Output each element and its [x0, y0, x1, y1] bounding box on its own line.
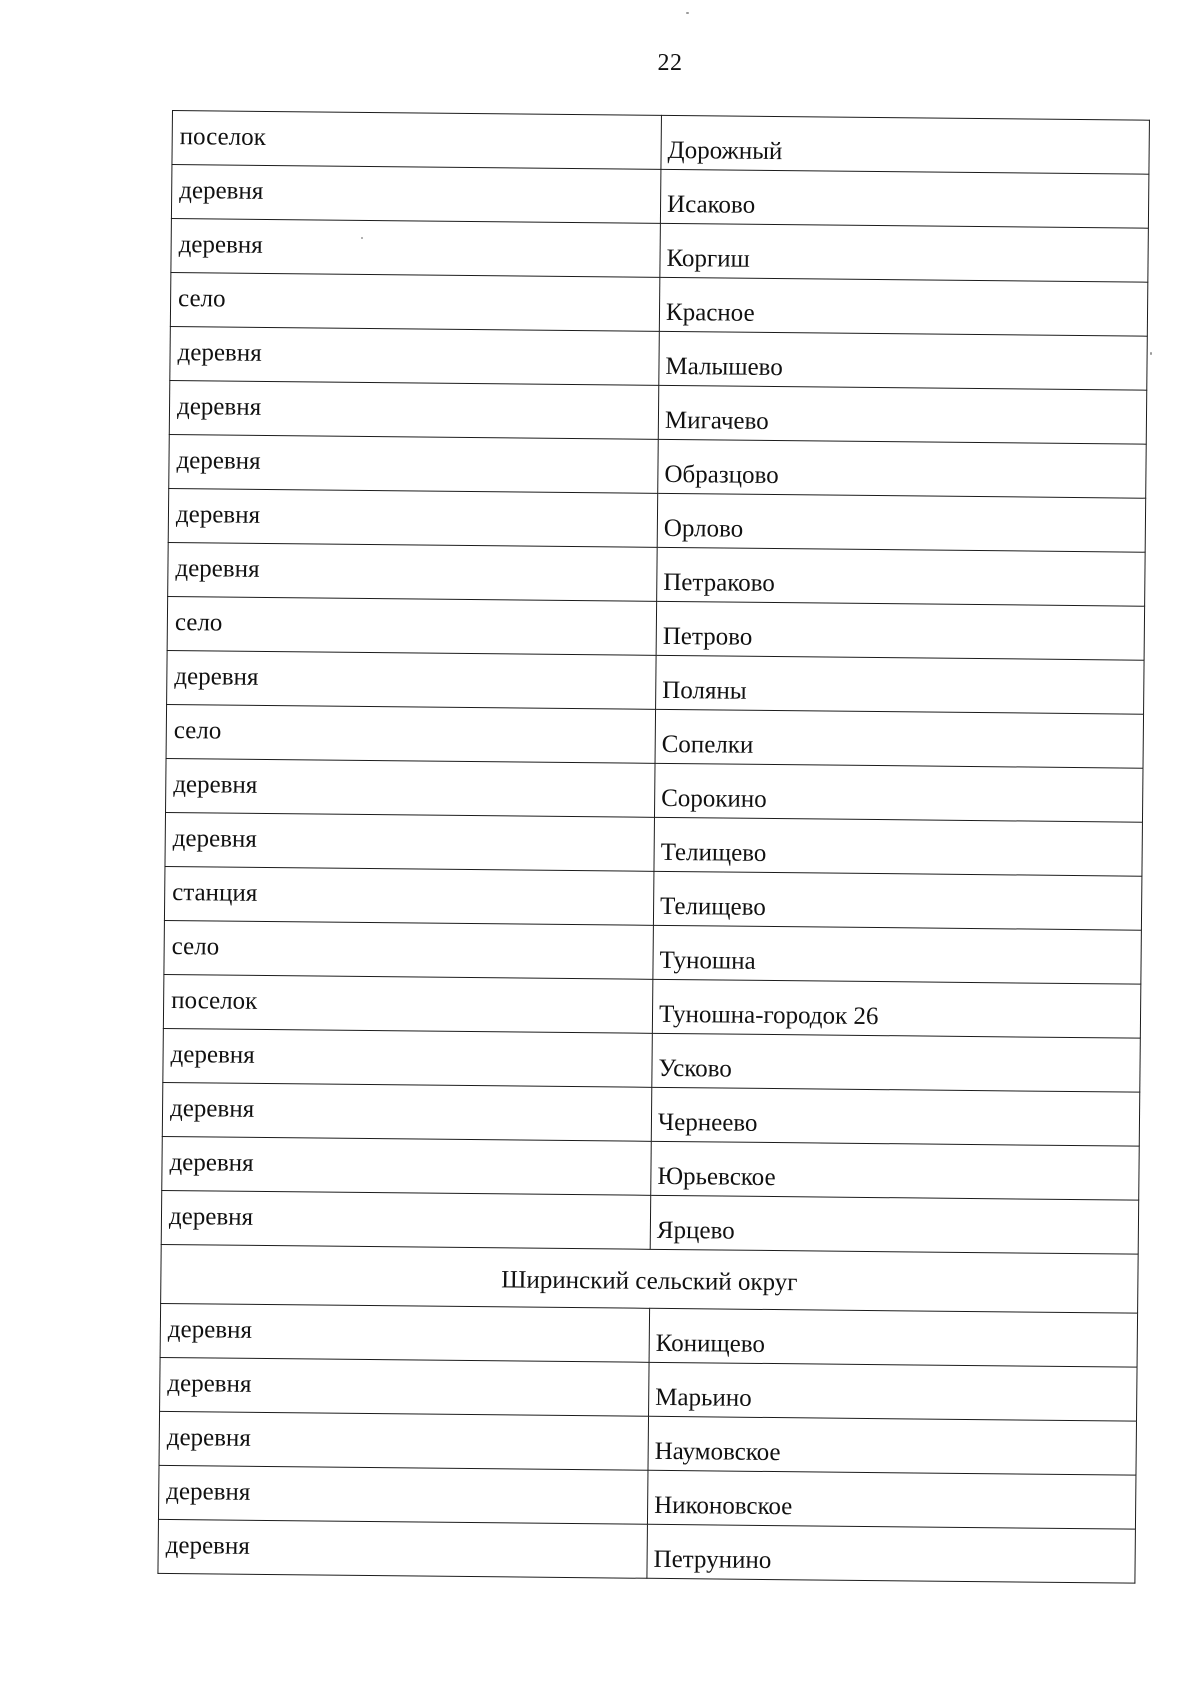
settlement-type-cell: деревня: [171, 165, 661, 224]
settlement-name-cell: Марьино: [649, 1362, 1138, 1421]
table-row: [170, 272, 1147, 336]
settlement-name-cell: Петраково: [657, 547, 1146, 606]
settlement-type-cell: деревня: [158, 1465, 648, 1524]
settlement-type-cell: деревня: [159, 1411, 649, 1470]
settlement-type-cell: село: [167, 596, 657, 655]
table-row: [159, 1411, 1136, 1475]
settlement-type-cell: деревня: [162, 1136, 652, 1195]
table-row: [164, 866, 1141, 930]
settlement-name-cell: Орлово: [657, 493, 1146, 552]
settlement-type-cell: деревня: [169, 434, 659, 493]
table-row: [167, 650, 1144, 714]
settlement-type-cell: станция: [164, 866, 654, 925]
settlement-type-cell: деревня: [167, 650, 657, 709]
table-row: [164, 920, 1141, 984]
table-row: [166, 704, 1143, 768]
settlement-name-cell: Петрово: [656, 601, 1145, 660]
settlement-type-cell: деревня: [168, 488, 658, 547]
scan-speck: [686, 12, 689, 14]
scan-speck: [1150, 352, 1152, 355]
settlement-name-cell: Сопелки: [655, 709, 1144, 768]
table-row: [171, 218, 1148, 282]
settlement-name-cell: Образцово: [658, 439, 1147, 498]
settlement-name-cell: Малышево: [659, 331, 1148, 390]
table-row: [162, 1136, 1139, 1200]
settlement-type-cell: деревня: [162, 1082, 652, 1141]
settlements-table-wrapper: [157, 110, 1150, 1584]
settlements-table: [157, 110, 1150, 1584]
settlement-type-cell: село: [164, 920, 654, 979]
settlement-type-cell: деревня: [160, 1303, 650, 1362]
table-row: [168, 488, 1145, 552]
settlement-name-cell: Наумовское: [648, 1416, 1137, 1475]
settlement-type-cell: деревня: [160, 1357, 650, 1416]
settlement-name-cell: Исаково: [660, 169, 1149, 228]
settlement-type-cell: деревня: [168, 542, 658, 601]
section-title: Ширинский сельский округ: [161, 1244, 1139, 1313]
settlement-type-cell: деревня: [169, 380, 659, 439]
settlement-name-cell: Туношна: [653, 925, 1142, 984]
table-row: [158, 1465, 1135, 1529]
settlement-type-cell: деревня: [165, 812, 655, 871]
table-row: [172, 111, 1149, 175]
table-row: [166, 758, 1143, 822]
settlement-name-cell: Телищево: [654, 817, 1143, 876]
settlement-type-cell: деревня: [166, 758, 656, 817]
settlement-name-cell: Коргиш: [660, 223, 1149, 282]
settlement-name-cell: Чернеево: [651, 1087, 1140, 1146]
table-row: [168, 542, 1145, 606]
section-row: [161, 1244, 1139, 1313]
settlement-name-cell: Юрьевское: [651, 1141, 1140, 1200]
settlement-name-cell: Усково: [652, 1033, 1141, 1092]
settlement-type-cell: поселок: [172, 111, 662, 170]
settlement-type-cell: деревня: [161, 1190, 651, 1249]
settlement-type-cell: деревня: [171, 218, 661, 277]
settlement-type-cell: село: [170, 272, 660, 331]
settlement-name-cell: Красное: [659, 277, 1148, 336]
settlement-name-cell: Ярцево: [650, 1195, 1139, 1254]
settlement-type-cell: деревня: [163, 1028, 653, 1087]
settlement-name-cell: Конищево: [649, 1308, 1138, 1367]
table-row: [165, 812, 1142, 876]
table-row: [158, 1519, 1135, 1583]
settlement-type-cell: деревня: [170, 326, 660, 385]
table-row: [160, 1357, 1137, 1421]
table-row: [169, 434, 1146, 498]
settlement-name-cell: Мигачево: [658, 385, 1147, 444]
table-row: [162, 1082, 1139, 1146]
settlements-table-body: [158, 111, 1150, 1584]
settlement-name-cell: Никоновское: [647, 1470, 1136, 1529]
settlement-name-cell: Дорожный: [661, 115, 1150, 174]
table-row: [167, 596, 1144, 660]
settlement-name-cell: Сорокино: [654, 763, 1143, 822]
table-row: [161, 1190, 1138, 1254]
table-row: [160, 1303, 1137, 1367]
settlement-name-cell: Поляны: [656, 655, 1145, 714]
settlement-type-cell: деревня: [158, 1519, 648, 1578]
table-row: [169, 380, 1146, 444]
settlement-type-cell: село: [166, 704, 656, 763]
settlement-name-cell: Петрунино: [647, 1524, 1136, 1583]
settlement-name-cell: Туношна-городок 26: [652, 979, 1141, 1038]
table-row: [163, 1028, 1140, 1092]
table-row: [171, 165, 1148, 229]
table-row: [170, 326, 1147, 390]
settlement-type-cell: поселок: [163, 974, 653, 1033]
page-number: 22: [657, 50, 683, 76]
settlement-name-cell: Телищево: [653, 871, 1142, 930]
table-row: [163, 974, 1140, 1038]
